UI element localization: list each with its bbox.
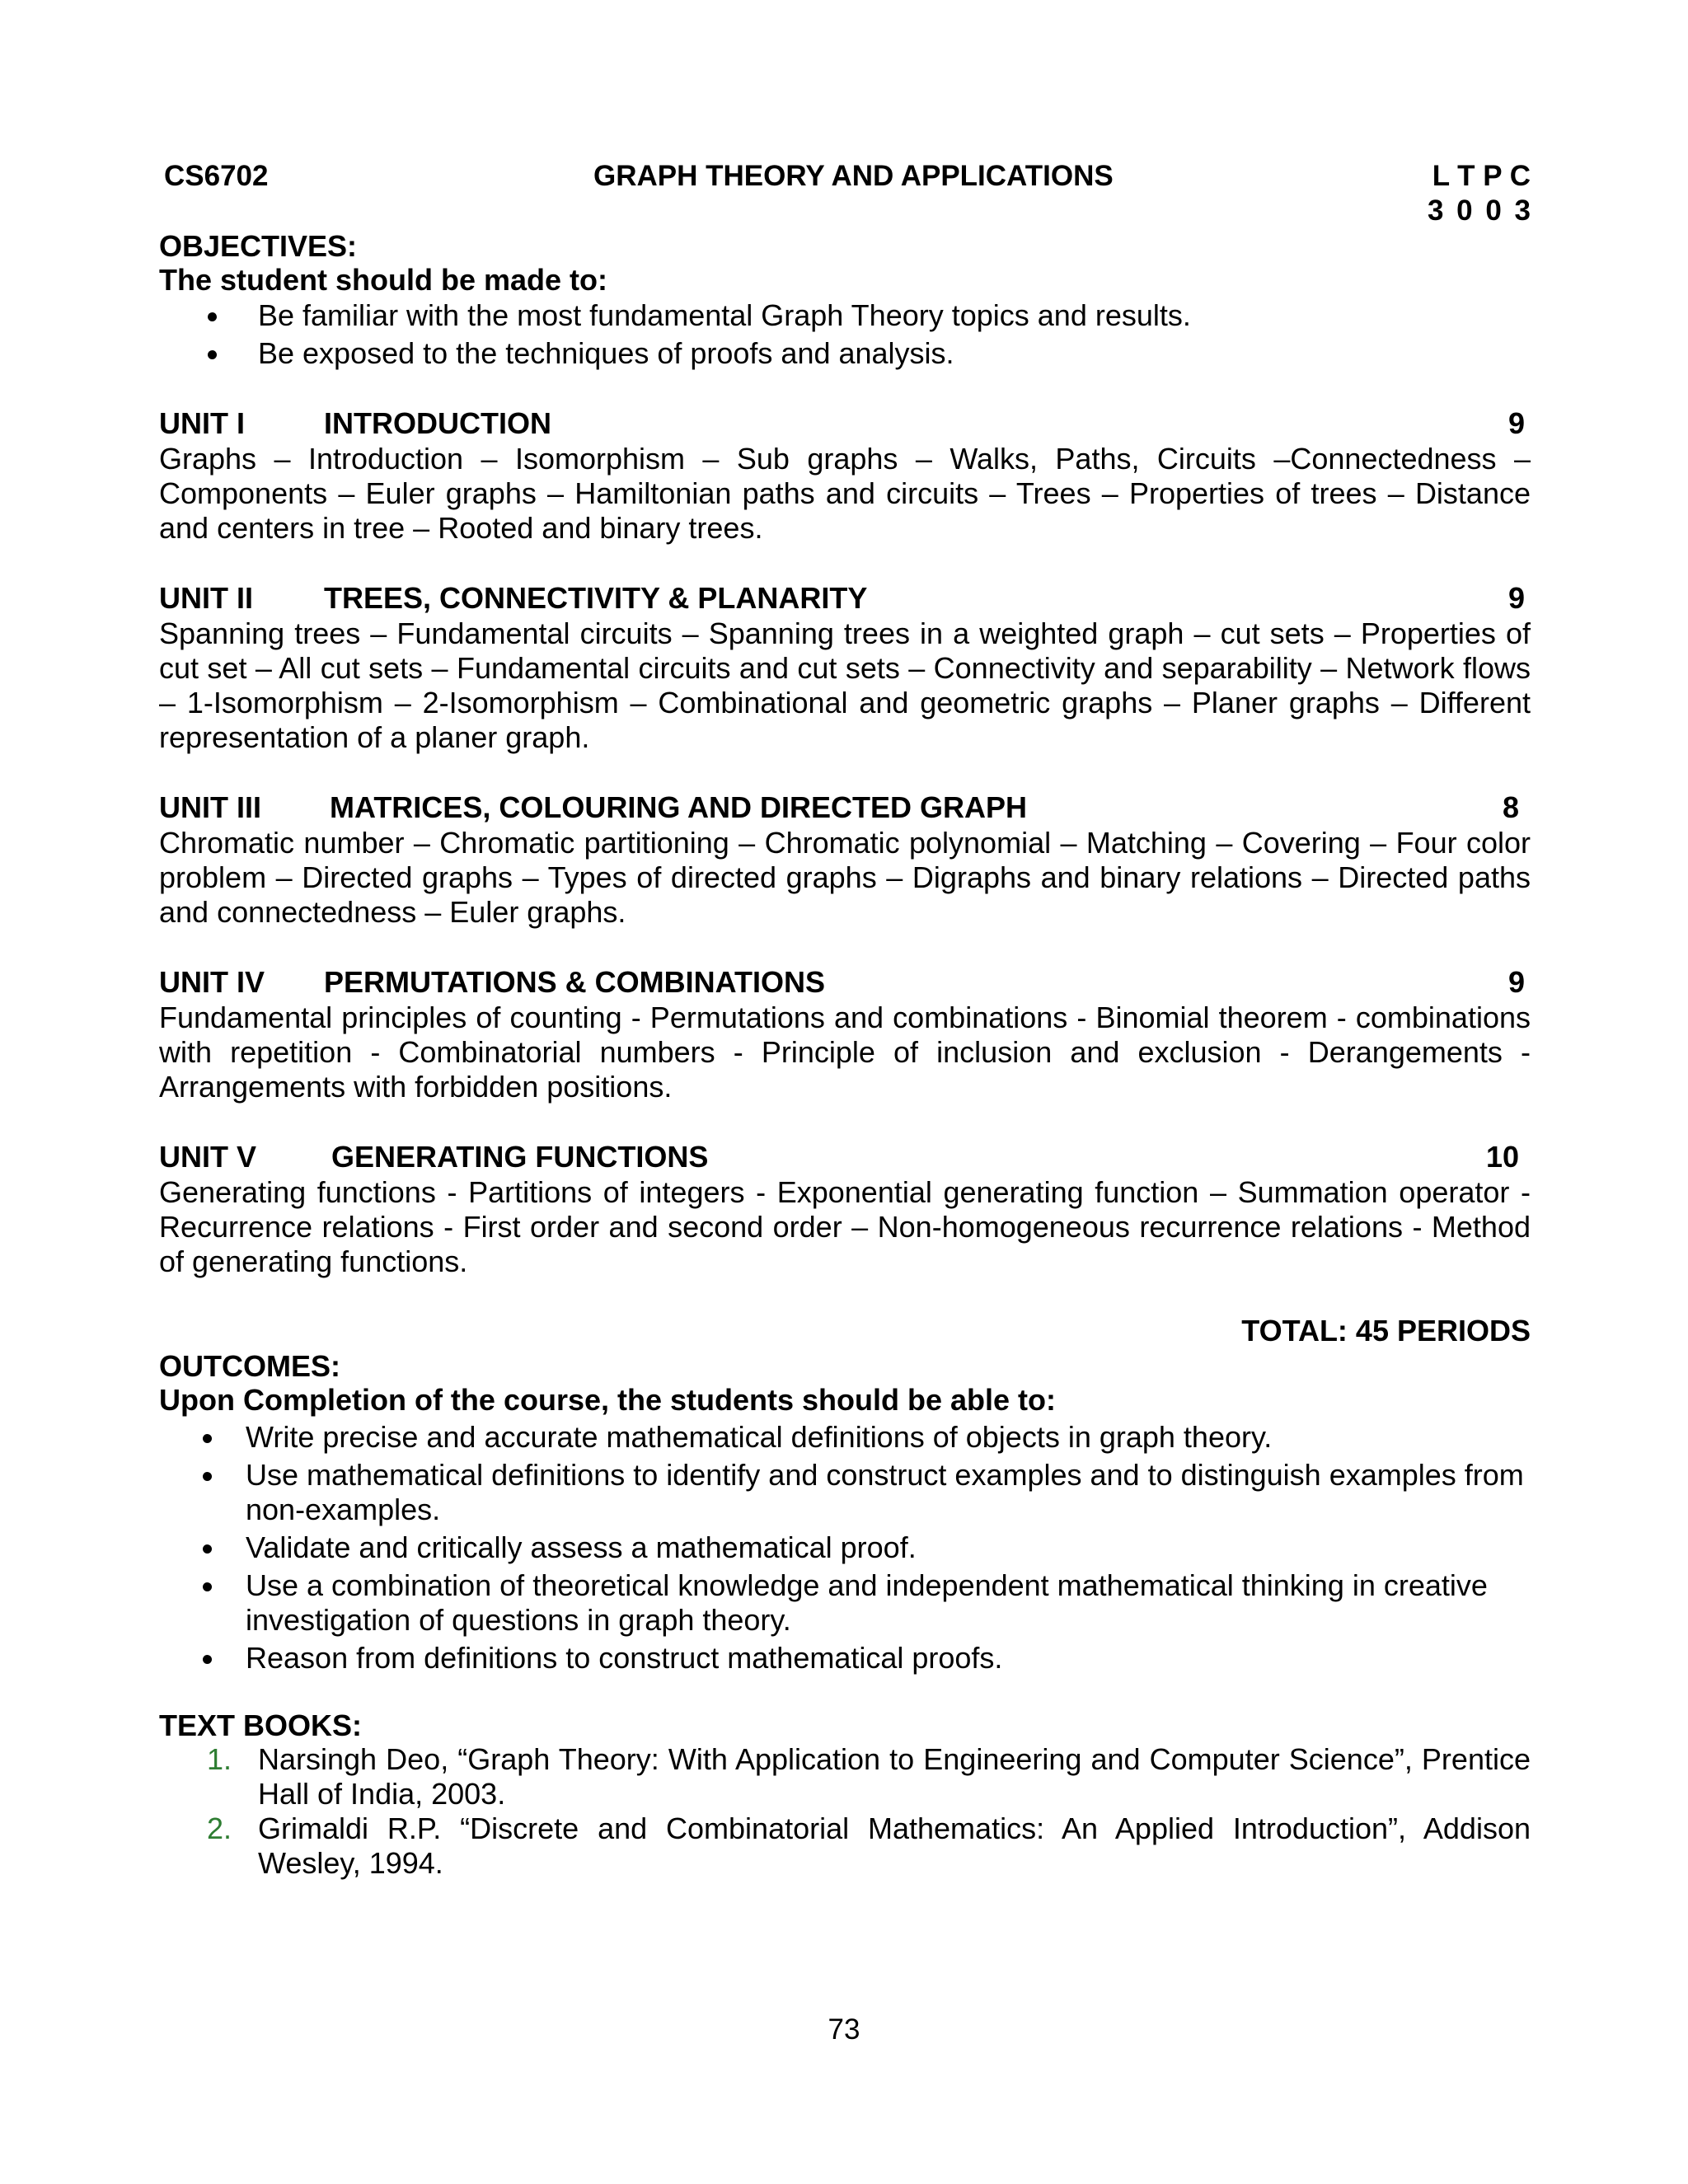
unit-3-content: Chromatic number – Chromatic partitioning – Chromatic polynomial – Matching – Covering – Four color problem – Directed graphs – Types of directed graphs – Digraphs and binary relations – Directed paths and connectedness – Euler graphs. bbox=[159, 826, 1531, 929]
unit-4-header bbox=[159, 965, 1529, 1001]
unit-title: INTRODUCTION bbox=[324, 406, 551, 440]
list-item: Use a combination of theoretical knowledge and independent mathematical thinking in creative investigation of questions in graph theory. bbox=[159, 1568, 1531, 1638]
unit-number: UNIT I bbox=[159, 406, 245, 440]
list-item: Use mathematical definitions to identify and construct examples and to distinguish examples from non-examples. bbox=[159, 1458, 1531, 1527]
list-item: 1. Narsingh Deo, “Graph Theory: With Application to Engineering and Computer Science”, Prentice Hall of India, 2003. bbox=[207, 1742, 1531, 1811]
objectives-list bbox=[159, 298, 1531, 374]
bullet-icon bbox=[203, 1472, 212, 1481]
unit-title: TREES, CONNECTIVITY & PLANARITY bbox=[324, 581, 868, 615]
unit-number: UNIT II bbox=[159, 581, 253, 615]
ltpc-label: L T P C bbox=[1432, 160, 1531, 192]
unit-3-header bbox=[159, 790, 1529, 827]
unit-1-header bbox=[159, 406, 1529, 443]
bullet-icon bbox=[203, 1544, 212, 1554]
text-books-heading: TEXT BOOKS: bbox=[159, 1708, 363, 1742]
objectives-heading: OBJECTIVES: bbox=[159, 229, 358, 263]
course-code: CS6702 bbox=[164, 160, 269, 192]
unit-hours: 8 bbox=[1502, 790, 1519, 824]
unit-2-content: Spanning trees – Fundamental circuits – Spanning trees in a weighted graph – cut sets – Properties of cut set – All cut sets – Fundamental circuits and cut sets – Connectivity and separability – Network flows – 1-Isomorphism – 2-Isomorphism – Combinational and geometric graphs – Planer graphs – Different representation of a planer graph. bbox=[159, 616, 1531, 754]
list-number: 2. bbox=[207, 1811, 232, 1845]
outcomes-intro: Upon Completion of the course, the students should be able to: bbox=[159, 1383, 1057, 1417]
unit-hours: 9 bbox=[1507, 965, 1525, 999]
unit-hours: 9 bbox=[1507, 581, 1525, 615]
bullet-icon bbox=[208, 312, 217, 321]
list-item: Validate and critically assess a mathematical proof. bbox=[159, 1530, 1531, 1565]
list-item: Be exposed to the techniques of proofs and analysis. bbox=[159, 336, 1531, 371]
outcomes-list bbox=[159, 1420, 1531, 1679]
text-books-list bbox=[159, 1742, 1531, 1881]
bullet-icon bbox=[203, 1655, 212, 1664]
total-periods: TOTAL: 45 PERIODS bbox=[1241, 1314, 1531, 1347]
bullet-icon bbox=[208, 350, 217, 359]
unit-hours: 10 bbox=[1485, 1140, 1519, 1174]
unit-title: PERMUTATIONS & COMBINATIONS bbox=[324, 965, 825, 999]
list-item: 2. Grimaldi R.P. “Discrete and Combinatorial Mathematics: An Applied Introduction”, Addison Wesley, 1994. bbox=[207, 1811, 1531, 1880]
unit-number: UNIT V bbox=[159, 1140, 257, 1174]
course-title: GRAPH THEORY AND APPLICATIONS bbox=[593, 160, 1114, 192]
unit-number: UNIT IV bbox=[159, 965, 265, 999]
objectives-intro: The student should be made to: bbox=[159, 263, 608, 297]
unit-1-content: Graphs – Introduction – Isomorphism – Sub graphs – Walks, Paths, Circuits –Connectedness – Components – Euler graphs – Hamiltonian paths and circuits – Trees – Properties of trees – Distance and centers in tree – Rooted and binary trees. bbox=[159, 442, 1531, 545]
outcomes-heading: OUTCOMES: bbox=[159, 1349, 340, 1383]
unit-2-header bbox=[159, 581, 1529, 617]
unit-number: UNIT III bbox=[159, 790, 261, 824]
unit-hours: 9 bbox=[1507, 406, 1525, 440]
unit-5-header bbox=[159, 1140, 1529, 1176]
list-number: 1. bbox=[207, 1742, 232, 1776]
list-item: Reason from definitions to construct mathematical proofs. bbox=[159, 1641, 1531, 1675]
list-item: Be familiar with the most fundamental Graph Theory topics and results. bbox=[159, 298, 1531, 333]
unit-title: MATRICES, COLOURING AND DIRECTED GRAPH bbox=[330, 790, 1027, 824]
unit-5-content: Generating functions - Partitions of integers - Exponential generating function – Summation operator - Recurrence relations - First order and second order – Non-homogeneous recurrence relations - Method of generating functions. bbox=[159, 1175, 1531, 1278]
unit-4-content: Fundamental principles of counting - Permutations and combinations - Binomial theorem - combinations with repetition - Combinatorial numbers - Principle of inclusion and exclusion - Derangements - Arrangements with forbidden positions. bbox=[159, 1001, 1531, 1104]
unit-title: GENERATING FUNCTIONS bbox=[331, 1140, 709, 1174]
bullet-icon bbox=[203, 1582, 212, 1591]
ltpc-values: 3 0 0 3 bbox=[1427, 194, 1531, 227]
bullet-icon bbox=[203, 1434, 212, 1443]
page-number: 73 bbox=[828, 2013, 860, 2046]
list-item: Write precise and accurate mathematical definitions of objects in graph theory. bbox=[159, 1420, 1531, 1455]
